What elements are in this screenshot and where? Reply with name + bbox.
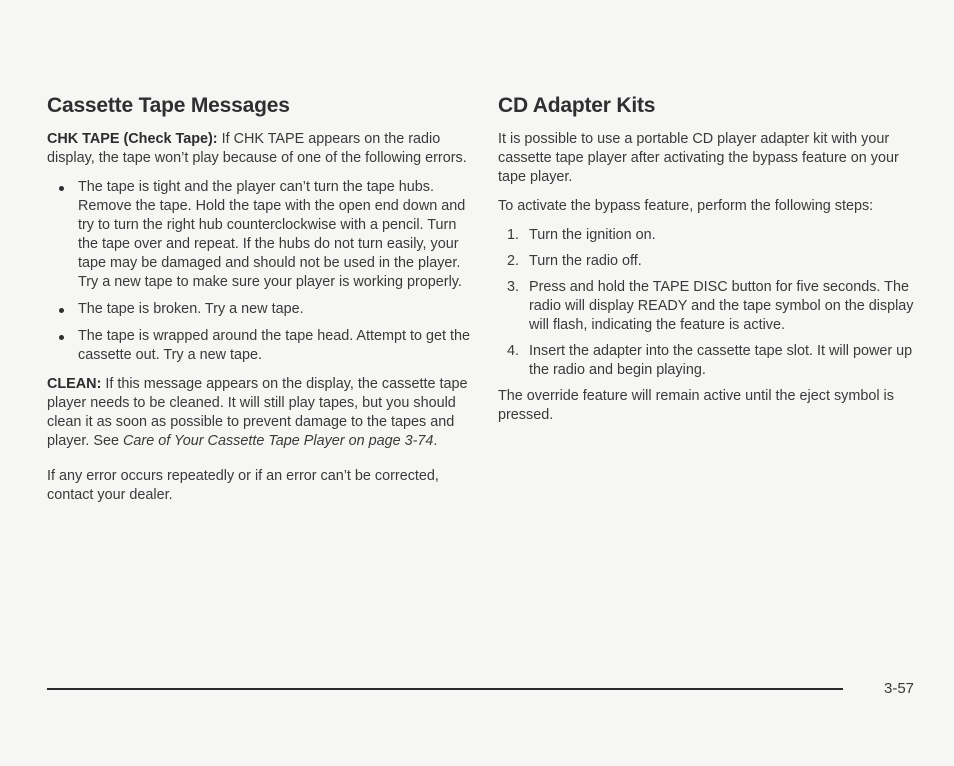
override-note: The override feature will remain active until the eject symbol is pressed. bbox=[498, 388, 894, 423]
list-item-text: The tape is broken. Try a new tape. bbox=[78, 301, 304, 317]
step-item bbox=[498, 226, 923, 245]
activate-intro: To activate the bypass feature, perform the following steps: bbox=[498, 198, 874, 214]
footer-rule bbox=[47, 688, 843, 690]
list-item-text: The tape is tight and the player can’t turn the tape hubs. Remove the tape. Hold the tape with the open end down and try to turn the right hub counterclockwise with a pencil. Turn the tape over and repeat. If the hubs do not turn easily, your tape may be damaged and should not be used in the player. Try a new tape to make sure your player is working properly. bbox=[78, 179, 466, 290]
list-item-text: The tape is wrapped around the tape head. Attempt to get the cassette out. Try a new tape. bbox=[78, 328, 471, 363]
clean-reference: Care of Your Cassette Tape Player on page 3-74 bbox=[123, 433, 434, 449]
error-list bbox=[47, 178, 471, 365]
clean-term: CLEAN: bbox=[47, 376, 102, 392]
activation-steps bbox=[498, 226, 923, 380]
section-title-cassette: Cassette Tape Messages bbox=[47, 94, 290, 117]
step-number: 1. bbox=[507, 227, 520, 243]
step-number: 4. bbox=[507, 343, 520, 359]
bullet-icon bbox=[59, 186, 64, 191]
bullet-icon bbox=[59, 308, 64, 313]
clean-end: . bbox=[433, 433, 438, 449]
list-item bbox=[47, 300, 471, 319]
right-column bbox=[498, 94, 923, 425]
step-text: Turn the ignition on. bbox=[529, 227, 656, 243]
chk-tape-paragraph bbox=[47, 130, 471, 168]
step-text: Press and hold the TAPE DISC button for five seconds. The radio will display READY and the tape symbol on the display will flash, indicating the feature is active. bbox=[529, 279, 914, 333]
clean-text: If this message appears on the display, the cassette tape player needs to be cleaned. It will still play tapes, but you should clean it as soon as possible to prevent damage to the tapes and player. See bbox=[47, 376, 468, 449]
list-item bbox=[47, 178, 471, 292]
bullet-icon bbox=[59, 335, 64, 340]
step-text: Turn the radio off. bbox=[529, 253, 642, 269]
step-number: 2. bbox=[507, 253, 520, 269]
cd-intro: It is possible to use a portable CD player adapter kit with your cassette tape player after activating the bypass feature on your tape player. bbox=[498, 131, 899, 185]
step-number: 3. bbox=[507, 279, 520, 295]
left-column bbox=[47, 94, 471, 505]
step-item bbox=[498, 278, 923, 335]
step-text: Insert the adapter into the cassette tape slot. It will power up the radio and begin playing. bbox=[529, 343, 913, 378]
page-number: 3-57 bbox=[884, 680, 915, 697]
clean-paragraph bbox=[47, 375, 471, 451]
section-title-cd-adapter: CD Adapter Kits bbox=[498, 94, 656, 117]
chk-tape-text: If CHK TAPE appears on the radio display, the tape won’t play because of one of the following errors. bbox=[47, 131, 467, 166]
chk-tape-term: CHK TAPE (Check Tape): bbox=[47, 131, 218, 147]
step-item bbox=[498, 342, 923, 380]
step-item bbox=[498, 252, 923, 271]
list-item bbox=[47, 327, 471, 365]
error-note: If any error occurs repeatedly or if an error can’t be corrected, contact your dealer. bbox=[47, 468, 439, 503]
